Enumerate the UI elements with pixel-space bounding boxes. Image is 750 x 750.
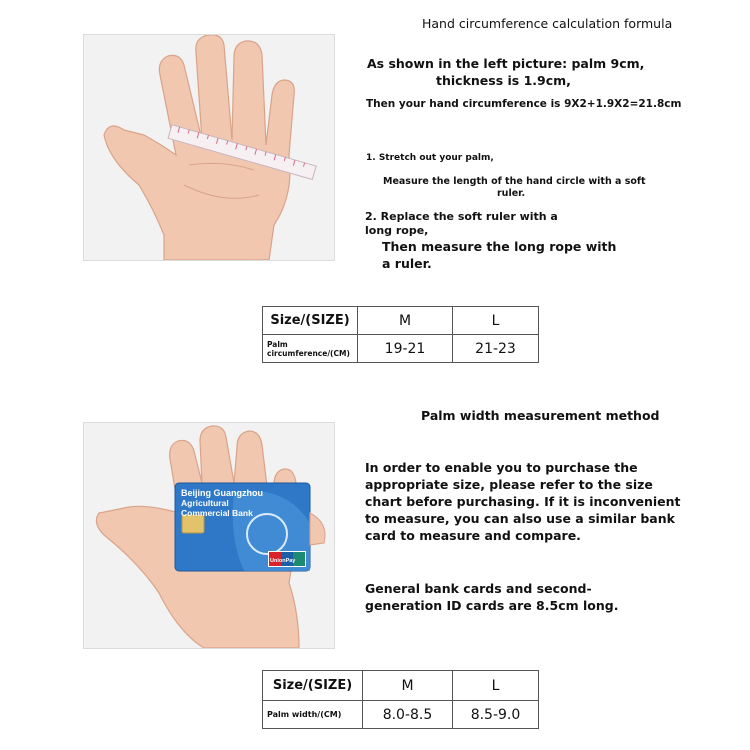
step1-title: 1. Stretch out your palm, bbox=[366, 153, 494, 163]
table-header-m: M bbox=[358, 307, 453, 335]
paragraph-line-1: In order to enable you to purchase the bbox=[365, 460, 638, 475]
hand-measure-photo bbox=[83, 34, 335, 261]
circumference-size-table bbox=[262, 306, 539, 363]
card-text-line1: Beijing Guangzhou bbox=[181, 488, 263, 498]
paragraph-line-5: card to measure and compare. bbox=[365, 528, 581, 543]
note-line-2: generation ID cards are 8.5cm long. bbox=[365, 598, 619, 613]
table-cell-m: 19-21 bbox=[358, 335, 453, 363]
formula-text: Then your hand circumference is 9X2+1.9X2=21.8cm bbox=[366, 98, 682, 110]
table-cell-l: 21-23 bbox=[453, 335, 539, 363]
step2-line3: Then measure the long rope with bbox=[382, 239, 617, 254]
table2-cell-m: 8.0-8.5 bbox=[363, 701, 453, 729]
section2-note bbox=[365, 580, 618, 614]
table2-header-l: L bbox=[453, 671, 539, 701]
paragraph-line-2: appropriate size, please refer to the size bbox=[365, 477, 653, 492]
step2-line1: 2. Replace the soft ruler with a bbox=[365, 210, 558, 223]
table2-header-m: M bbox=[363, 671, 453, 701]
bank-card-photo bbox=[83, 422, 335, 649]
section1-title: Hand circumference calculation formula bbox=[422, 16, 673, 31]
step2-line4: a ruler. bbox=[382, 256, 432, 271]
table2-row-label: Palm width/(CM) bbox=[263, 701, 363, 729]
unionpay-logo: UnionPay bbox=[270, 558, 296, 564]
paragraph-line-4: to measure, you can also use a similar bank bbox=[365, 511, 675, 526]
table2-header-size: Size/(SIZE) bbox=[263, 671, 363, 701]
table-header-l: L bbox=[453, 307, 539, 335]
card-text-line2: Agricultural bbox=[181, 498, 229, 508]
bank-card bbox=[175, 483, 310, 571]
palm-width-size-table bbox=[262, 670, 539, 729]
table-header-size: Size/(SIZE) bbox=[263, 307, 358, 335]
card-text-line3: Commercial Bank bbox=[181, 508, 253, 518]
row-label-line2: circumference/(CM) bbox=[267, 348, 350, 358]
hand-with-tape-illustration bbox=[84, 35, 334, 260]
example-line-1: As shown in the left picture: palm 9cm, bbox=[367, 56, 645, 71]
section2-title: Palm width measurement method bbox=[421, 408, 660, 423]
section2-paragraph bbox=[365, 459, 680, 544]
table-row-label bbox=[263, 335, 358, 363]
step2-line2: long rope, bbox=[365, 224, 429, 237]
note-line-1: General bank cards and second- bbox=[365, 581, 592, 596]
row-label-line1: Palm bbox=[267, 339, 288, 349]
table2-cell-l: 8.5-9.0 bbox=[453, 701, 539, 729]
paragraph-line-3: chart before purchasing. If it is inconvenient bbox=[365, 494, 681, 509]
example-line-2: thickness is 1.9cm, bbox=[436, 73, 571, 88]
hand-with-card-illustration bbox=[84, 423, 334, 648]
step1-line1: Measure the length of the hand circle with a soft bbox=[383, 176, 646, 187]
step1-line2: ruler. bbox=[497, 188, 526, 199]
